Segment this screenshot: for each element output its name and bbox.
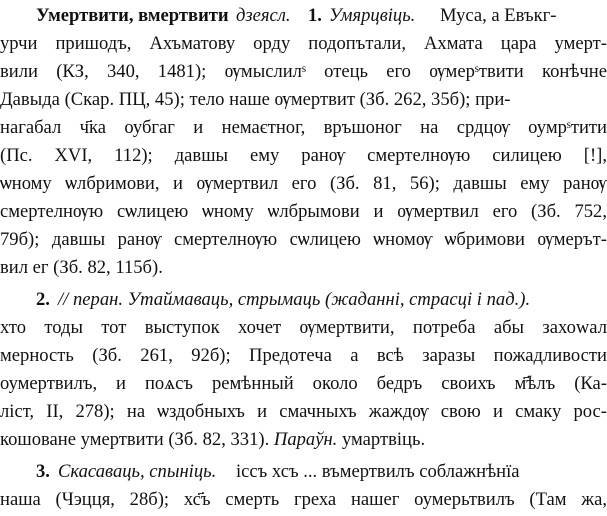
entry-line: мерность (Зб. 261, 92б); Предотеча а всѣ заразы пожадливости bbox=[0, 345, 607, 366]
entry-line: наша (Чэцця, 28б); хс҃ъ смерть греха нашег оумерьтвилъ (Там жа, bbox=[0, 489, 607, 510]
entry-line: кошоване умертвити (Зб. 82, 331). Параўн. умартвіць. bbox=[0, 429, 426, 450]
entry-line: ліст, II, 278); на ѡздобныхъ и смачныхъ жаждѹ свою и смаку рос- bbox=[0, 401, 607, 422]
entry-line bbox=[0, 286, 607, 314]
sense-number-3: 3. bbox=[36, 461, 50, 482]
headword: Умертвити, вмертвити bbox=[36, 5, 229, 26]
sense-number-2: 2. bbox=[36, 289, 50, 310]
entry-line: хто тоды тот выступок хочет ѹмертвити, потреба абы захоwал bbox=[0, 317, 607, 338]
entry-line: Давыда (Скар. ПЦ, 45); тело наше ѹмертвит (Зб. 262, 35б); при- bbox=[0, 89, 511, 110]
sense-gloss-3: Скасаваць, спыніць. bbox=[58, 461, 217, 482]
entry-line: смертелнѹю сѡлицею ѡному ѡлбрымови и ѹмертвил его (Зб. 752, bbox=[0, 201, 607, 222]
entry-line bbox=[0, 2, 607, 30]
sense-text-1-start: Муса, а Евъкг- bbox=[440, 5, 557, 26]
entry-line: вили (КЗ, 340, 1481); ѹмыслилˢ отець его ѹмерˢтвити конѣчне bbox=[0, 61, 607, 82]
entry-line: урчи пришодъ, Ахъматову орду подопътали, Ахмата цара умерт- bbox=[0, 33, 607, 54]
entry-line: ѡному ѡлбримови, и ѹмертвил его (Зб. 81, 56); давшы ему ранѹ bbox=[0, 173, 607, 194]
sense-gloss-2: // перан. Утаймаваць, стрымаць (жаданні, страсці і пад.). bbox=[58, 289, 531, 310]
sense-text-3-start: іссъ хсъ ... въмертвилъ соблажнѣнїа bbox=[236, 461, 520, 482]
entry-line: вил ег (Зб. 82, 115б). bbox=[0, 257, 163, 278]
sense-number-1: 1. bbox=[308, 5, 322, 26]
entry-line: (Пс. XVI, 112); давшы ему ранѹ смертелнѹю силицею [!], bbox=[0, 145, 607, 166]
entry-line: 79б); давшы ранѹ смертелнѹю сѡлицею ѡномѹ ѡбримови ѹмерът- bbox=[0, 229, 607, 250]
part-of-speech: дзеясл. bbox=[236, 5, 291, 26]
entry-line: оумертвилъ, и поѧсъ ремѣнный около бедръ своихъ м҃ѣлъ (Ка- bbox=[0, 373, 607, 394]
sense-gloss-1: Умярцвіць. bbox=[329, 5, 416, 26]
entry-line bbox=[0, 458, 607, 486]
entry-line: нагабал ч҃ка оубгаг и немаєтног, връшоног на срдцѹ оумрˢтити bbox=[0, 117, 607, 138]
